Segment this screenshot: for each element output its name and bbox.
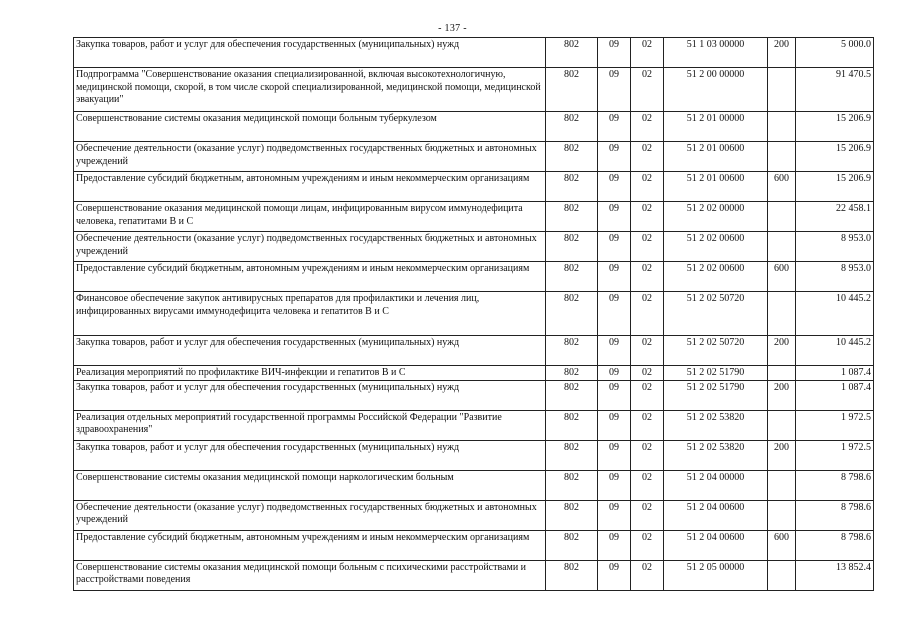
row-sum: 1 972.5 (796, 440, 874, 470)
table-row (74, 292, 874, 336)
row-name: Закупка товаров, работ и услуг для обеспечения государственных (муниципальных) нужд (74, 440, 546, 470)
row-name: Закупка товаров, работ и услуг для обеспечения государственных (муниципальных) нужд (74, 336, 546, 366)
table-row (74, 172, 874, 202)
row-name: Совершенствование системы оказания медицинской помощи больным туберкулезом (74, 112, 546, 142)
table-row (74, 232, 874, 262)
row-section: 09 (598, 112, 631, 142)
row-expense-type (768, 500, 796, 530)
row-section: 09 (598, 500, 631, 530)
row-target-item: 51 2 04 00600 (664, 530, 768, 560)
row-target-item: 51 1 03 00000 (664, 38, 768, 68)
row-expense-type (768, 560, 796, 590)
table-row (74, 500, 874, 530)
row-expense-type: 200 (768, 380, 796, 410)
budget-table (73, 37, 874, 591)
row-section: 09 (598, 380, 631, 410)
row-expense-type: 200 (768, 440, 796, 470)
row-expense-type: 600 (768, 172, 796, 202)
row-name: Реализация мероприятий по профилактике ВИЧ-инфекции и гепатитов В и С (74, 366, 546, 381)
row-section: 09 (598, 142, 631, 172)
row-name: Закупка товаров, работ и услуг для обеспечения государственных (муниципальных) нужд (74, 38, 546, 68)
table-row (74, 560, 874, 590)
row-subsection: 02 (631, 142, 664, 172)
row-name: Обеспечение деятельности (оказание услуг) подведомственных государственных бюджетных и автономных учреждений (74, 500, 546, 530)
row-section: 09 (598, 410, 631, 440)
row-expense-type: 600 (768, 530, 796, 560)
row-sum: 10 445.2 (796, 292, 874, 336)
row-name: Подпрограмма "Совершенствование оказания специализированной, включая высокотехнологичную, медицинской помощи, скорой, в том числе скорой специализированной, медицинской помощи, медицинской эвакуации" (74, 68, 546, 112)
row-sum: 15 206.9 (796, 172, 874, 202)
row-target-item: 51 2 02 50720 (664, 336, 768, 366)
row-expense-type (768, 232, 796, 262)
page-number: - 137 - (438, 23, 467, 34)
row-subsection: 02 (631, 232, 664, 262)
row-target-item: 51 2 02 51790 (664, 380, 768, 410)
row-name: Финансовое обеспечение закупок антивирусных препаратов для профилактики и лечения лиц, инфицированных вирусами иммунодефицита человека и гепатитов В и С (74, 292, 546, 336)
row-subsection: 02 (631, 440, 664, 470)
table-row (74, 336, 874, 366)
row-target-item: 51 2 02 00600 (664, 232, 768, 262)
row-code: 802 (546, 172, 598, 202)
row-sum: 8 798.6 (796, 500, 874, 530)
row-target-item: 51 2 04 00000 (664, 470, 768, 500)
table-row (74, 202, 874, 232)
row-expense-type (768, 410, 796, 440)
row-code: 802 (546, 470, 598, 500)
row-code: 802 (546, 500, 598, 530)
row-target-item: 51 2 02 50720 (664, 292, 768, 336)
row-code: 802 (546, 336, 598, 366)
row-sum: 1 087.4 (796, 366, 874, 381)
row-code: 802 (546, 202, 598, 232)
row-section: 09 (598, 560, 631, 590)
row-subsection: 02 (631, 380, 664, 410)
row-subsection: 02 (631, 172, 664, 202)
row-section: 09 (598, 202, 631, 232)
row-code: 802 (546, 112, 598, 142)
row-section: 09 (598, 172, 631, 202)
row-sum: 1 087.4 (796, 380, 874, 410)
row-expense-type (768, 202, 796, 232)
table-row (74, 366, 874, 381)
row-target-item: 51 2 01 00600 (664, 142, 768, 172)
row-sum: 1 972.5 (796, 410, 874, 440)
row-sum: 15 206.9 (796, 142, 874, 172)
row-subsection: 02 (631, 112, 664, 142)
row-sum: 13 852.4 (796, 560, 874, 590)
row-section: 09 (598, 38, 631, 68)
row-code: 802 (546, 262, 598, 292)
row-section: 09 (598, 530, 631, 560)
row-section: 09 (598, 262, 631, 292)
row-subsection: 02 (631, 292, 664, 336)
row-target-item: 51 2 00 00000 (664, 68, 768, 112)
row-code: 802 (546, 232, 598, 262)
row-sum: 22 458.1 (796, 202, 874, 232)
row-target-item: 51 2 01 00600 (664, 172, 768, 202)
row-expense-type (768, 142, 796, 172)
table-row (74, 440, 874, 470)
row-code: 802 (546, 68, 598, 112)
row-code: 802 (546, 560, 598, 590)
row-name: Совершенствование оказания медицинской помощи лицам, инфицированным вирусом иммунодефицита человека, гепатитами В и С (74, 202, 546, 232)
row-subsection: 02 (631, 470, 664, 500)
row-name: Реализация отдельных мероприятий государственной программы Российской Федерации "Развитие здравоохранения" (74, 410, 546, 440)
row-expense-type (768, 366, 796, 381)
row-target-item: 51 2 02 53820 (664, 410, 768, 440)
row-expense-type (768, 112, 796, 142)
row-code: 802 (546, 38, 598, 68)
row-name: Совершенствование системы оказания медицинской помощи больным с психическими расстройствами и расстройствами поведения (74, 560, 546, 590)
table-row (74, 262, 874, 292)
row-expense-type: 200 (768, 38, 796, 68)
row-subsection: 02 (631, 336, 664, 366)
row-subsection: 02 (631, 68, 664, 112)
row-target-item: 51 2 01 00000 (664, 112, 768, 142)
row-target-item: 51 2 02 51790 (664, 366, 768, 381)
row-subsection: 02 (631, 560, 664, 590)
row-subsection: 02 (631, 410, 664, 440)
row-expense-type (768, 470, 796, 500)
table-row (74, 470, 874, 500)
table-row (74, 410, 874, 440)
row-code: 802 (546, 142, 598, 172)
table-row (74, 142, 874, 172)
row-code: 802 (546, 292, 598, 336)
table-row (74, 38, 874, 68)
row-section: 09 (598, 68, 631, 112)
row-subsection: 02 (631, 530, 664, 560)
row-subsection: 02 (631, 500, 664, 530)
row-expense-type (768, 292, 796, 336)
row-target-item: 51 2 04 00600 (664, 500, 768, 530)
table-body (74, 38, 874, 591)
row-name: Предоставление субсидий бюджетным, автономным учреждениям и иным некоммерческим организациям (74, 262, 546, 292)
row-target-item: 51 2 02 53820 (664, 440, 768, 470)
row-code: 802 (546, 380, 598, 410)
row-code: 802 (546, 410, 598, 440)
row-subsection: 02 (631, 262, 664, 292)
row-code: 802 (546, 366, 598, 381)
row-sum: 8 953.0 (796, 232, 874, 262)
row-sum: 8 953.0 (796, 262, 874, 292)
row-subsection: 02 (631, 366, 664, 381)
row-sum: 8 798.6 (796, 470, 874, 500)
row-expense-type: 200 (768, 336, 796, 366)
row-target-item: 51 2 02 00000 (664, 202, 768, 232)
row-subsection: 02 (631, 38, 664, 68)
row-sum: 5 000.0 (796, 38, 874, 68)
row-name: Совершенствование системы оказания медицинской помощи наркологическим больным (74, 470, 546, 500)
row-sum: 10 445.2 (796, 336, 874, 366)
row-name: Обеспечение деятельности (оказание услуг) подведомственных государственных бюджетных и автономных учреждений (74, 142, 546, 172)
table-row (74, 380, 874, 410)
row-section: 09 (598, 336, 631, 366)
row-section: 09 (598, 232, 631, 262)
row-name: Закупка товаров, работ и услуг для обеспечения государственных (муниципальных) нужд (74, 380, 546, 410)
row-sum: 8 798.6 (796, 530, 874, 560)
row-sum: 15 206.9 (796, 112, 874, 142)
row-name: Предоставление субсидий бюджетным, автономным учреждениям и иным некоммерческим организациям (74, 172, 546, 202)
row-section: 09 (598, 470, 631, 500)
row-name: Предоставление субсидий бюджетным, автономным учреждениям и иным некоммерческим организациям (74, 530, 546, 560)
table-row (74, 68, 874, 112)
table-row (74, 112, 874, 142)
row-section: 09 (598, 440, 631, 470)
row-section: 09 (598, 366, 631, 381)
row-section: 09 (598, 292, 631, 336)
row-expense-type (768, 68, 796, 112)
row-code: 802 (546, 530, 598, 560)
row-expense-type: 600 (768, 262, 796, 292)
row-target-item: 51 2 02 00600 (664, 262, 768, 292)
table-row (74, 530, 874, 560)
row-target-item: 51 2 05 00000 (664, 560, 768, 590)
row-code: 802 (546, 440, 598, 470)
row-subsection: 02 (631, 202, 664, 232)
row-sum: 91 470.5 (796, 68, 874, 112)
row-name: Обеспечение деятельности (оказание услуг) подведомственных государственных бюджетных и автономных учреждений (74, 232, 546, 262)
